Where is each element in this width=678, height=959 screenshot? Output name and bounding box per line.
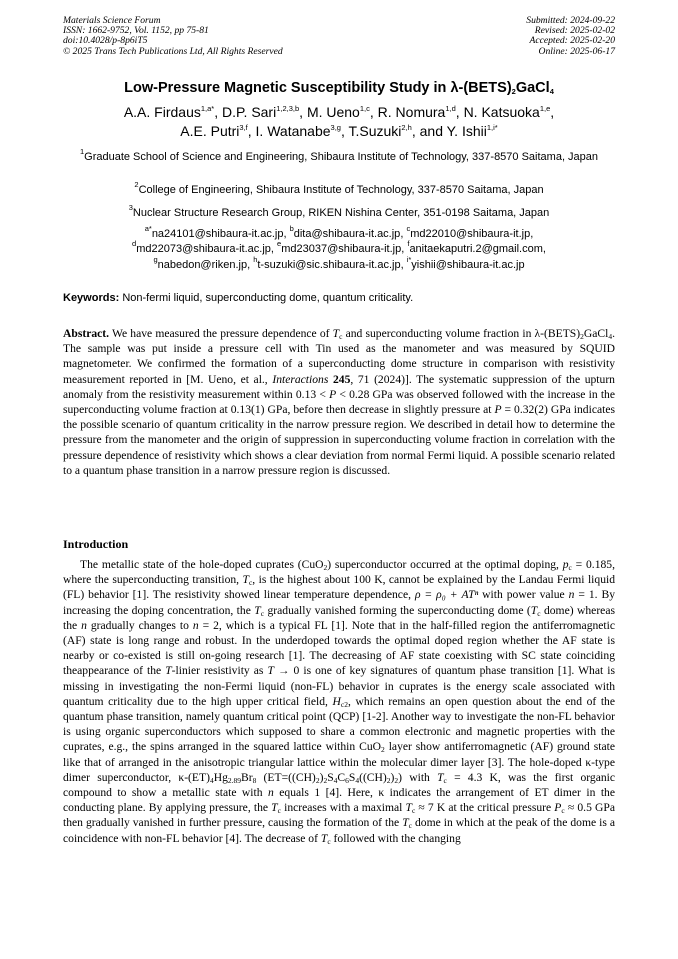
doi: doi:10.4028/p-8p6iT5: [63, 35, 148, 47]
email-list: $^{a*}$na24101@shibaura-it.ac.jp, $^b$dita@shibaura-it.ac.jp, $^c$md22010@shibaura-it.jp, $^d$md22073@shibaura-it.ac.jp, $^e$md23037@shibaura-it.jp, $^f$anitaekaputri.2@gmail.com, $^g$nabedon@riken.jp, $^h$t-suzuki@sic.shibaura-it.ac.jp, $^{i*}$yishii@shibaura-it.ac.jp: [132, 224, 546, 271]
issn: ISSN: 1662-9752, Vol. 1152, pp 75-81: [63, 25, 209, 37]
author: N. Katsuoka$^{1,e}$,: [463, 104, 555, 120]
section-heading-introduction: Introduction: [63, 537, 129, 551]
author: A.E. Putri$^{3,f}$,: [180, 123, 256, 139]
introduction-paragraph: The metallic state of the hole-doped cuprates (CuO$_2$) superconductor occurred at the optimal doping, $p_c = 0.185$, where the superconducting transition, $T_c$, is the highest about 100 K, cannot be explained by the Landau Fermi liquid (FL) behavior [1]. The resistivity showed linear temperature dependence, ρ = ρ₀ + ATⁿ with power value n = 1. By increasing the doping concentration, the $T_c$ gradually vanished forming the superconducting dome ($T_c$ dome) whereas the n gradually changes to n = 2, which is a typical FL [1]. Note that in the half-filled region the antiferromagnetic (AF) state is long range and robust. In the underdoped towards the optimal doped region whether the AF state is nearby or co-existed is still on-going research [1]. The decreasing of AF state coexisting with SC state coinciding theappearance of the T-linier resistivity as T → 0 is one of key signatures of quantum phase transition [1]. What is missing in investigating the non-Fermi liquid (non-FL) behavior in cuprates is the energy scale associated with quantum criticality due to the high upper critical field, $H_{c2}$, which remains an open question about the end of the quantum phase transition, namely quantum critical point (QCP) [1-2]. Another way to investigate the non-FL behavior is using organic superconductors which supposed to share a common electronic and magnetic properties with the cuprates, e.g., the spins arranged in the squared lattice within CuO$_2$ layer show antiferromagnetic (AF) ground state like that of arranged in the anisotropic triangular lattice within the molecular dimer layer [3]. The hole-doped κ-type dimer superconductor, $\kappa-(ET)_4Hg_{2.89}Br_8$ $(ET=((CH)_2)_2S_4C_6S_4((CH)_2)_2)$ with $T_c = 4.3$ K, was the first organic compound to show a metallic state with n equals 1 [4]. Here, κ indicates the arrangement of ET dimer in the conducting plane. By applying pressure, the $T_c$ increases with a maximal $T_c \approx 7$ K at the critical pressure $P_c \approx 0.5$ GPa then gradually vanished in further pressure, causing the formation of the $T_c$ dome in which at the peak of the dome is a coincidence with non-FL behavior [4]. The decrease of $T_c$ followed with the changing: [63, 558, 616, 846]
keywords-text: Non-fermi liquid, superconducting dome, quantum criticality.: [122, 292, 414, 304]
author: Y. Ishii$^{1,i*}$: [446, 123, 498, 139]
email: $^{a*}$na24101@shibaura-it.ac.jp: [144, 224, 284, 240]
author: M. Ueno$^{1,c}$,: [306, 104, 378, 120]
email: $^{i*}$yishii@shibaura-it.ac.jp: [406, 254, 525, 271]
author-list: [55, 103, 623, 141]
affiliation-2: $^2$College of Engineering, Shibaura Institute of Technology, 337-8570 Saitama, Japan: [134, 180, 544, 196]
affiliation-3: $^3$Nuclear Structure Research Group, RIKEN Nishina Center, 351-0198 Saitama, Japan: [128, 203, 550, 219]
email: $^d$md22073@shibaura-it.ac.jp: [132, 239, 271, 256]
date-submitted: Submitted: 2024-09-22: [526, 15, 615, 26]
email: $^c$md22010@shibaura-it.jp: [406, 224, 531, 240]
email: $^g$nabedon@riken.jp: [153, 254, 248, 271]
author: R. Nomura$^{1,d}$,: [377, 104, 464, 120]
abstract: Abstract. We have measured the pressure dependence of $T_c$ and superconducting volume fraction in $\lambda-(BETS)_2GaCl_4$. The sample was put inside a pressure cell with Tin used as the manometer and was measured by SQUID magnetometer. We confirmed the formation of a superconducting dome structure in comparison with resistivity measurement reported in [M. Ueno, et al., Interactions 245, 71 (2024)]. The systematic suppression of the upturn anomaly from the resistivity measurement within 0.13 < P < 0.28 GPa was observed followed with the increase in the superconducting volume fraction at 0.13(1) GPa, before then decrease in slightly pressure at P = 0.32(2) GPa indicates the possible scenario of quantum criticality in the narrow pressure region. We described in detail how to determine the pressure from the manometer and the origin of suppression in superconducting volume fraction in correlation with the pressure dependence of resistivity which shows a clear deviation from normal Fermi liquid. A possible scenario related to a quantum phase transition in a narrow pressure region is discussed.: [63, 327, 615, 477]
author: I. Watanabe$^{3,g}$,: [255, 123, 349, 139]
author: T.Suzuki$^{2,h}$, and: [348, 123, 447, 139]
email: $^e$md23037@shibaura-it.jp: [277, 239, 402, 256]
author: A.A. Firdaus$^{1,a*}$,: [123, 104, 222, 120]
journal-name: Materials Science Forum: [63, 15, 161, 26]
email: $^h$t-suzuki@sic.shibaura-it.ac.jp: [253, 254, 401, 271]
email: $^b$dita@shibaura-it.ac.jp: [289, 224, 401, 240]
paper-title: Low-Pressure Magnetic Susceptibility Study in $\lambda-(BETS)_2GaCl_4$: [124, 80, 554, 96]
keywords: [63, 292, 615, 304]
header-publication-info: [63, 16, 283, 57]
date-revised: Revised: 2025-02-02: [534, 25, 615, 37]
copyright: © 2025 Trans Tech Publications Ltd, All Rights Reserved: [63, 45, 283, 57]
header-dates: [526, 16, 615, 57]
abstract-label: Abstract.: [63, 327, 110, 340]
email: $^f$anitaekaputri.2@gmail.com: [407, 239, 543, 256]
keywords-label: Keywords:: [63, 292, 120, 304]
affiliation-1: $^1$Graduate School of Science and Engineering, Shibaura Institute of Technology, 337-8570 Saitama, Japan: [79, 147, 599, 163]
author: D.P. Sari$^{1,2,3,b}$,: [222, 104, 307, 120]
date-accepted: Accepted: 2025-02-20: [529, 35, 615, 47]
resistivity-formula: ρ = ρ₀ + ATⁿ: [414, 588, 479, 602]
date-online: Online: 2025-06-17: [538, 45, 615, 57]
